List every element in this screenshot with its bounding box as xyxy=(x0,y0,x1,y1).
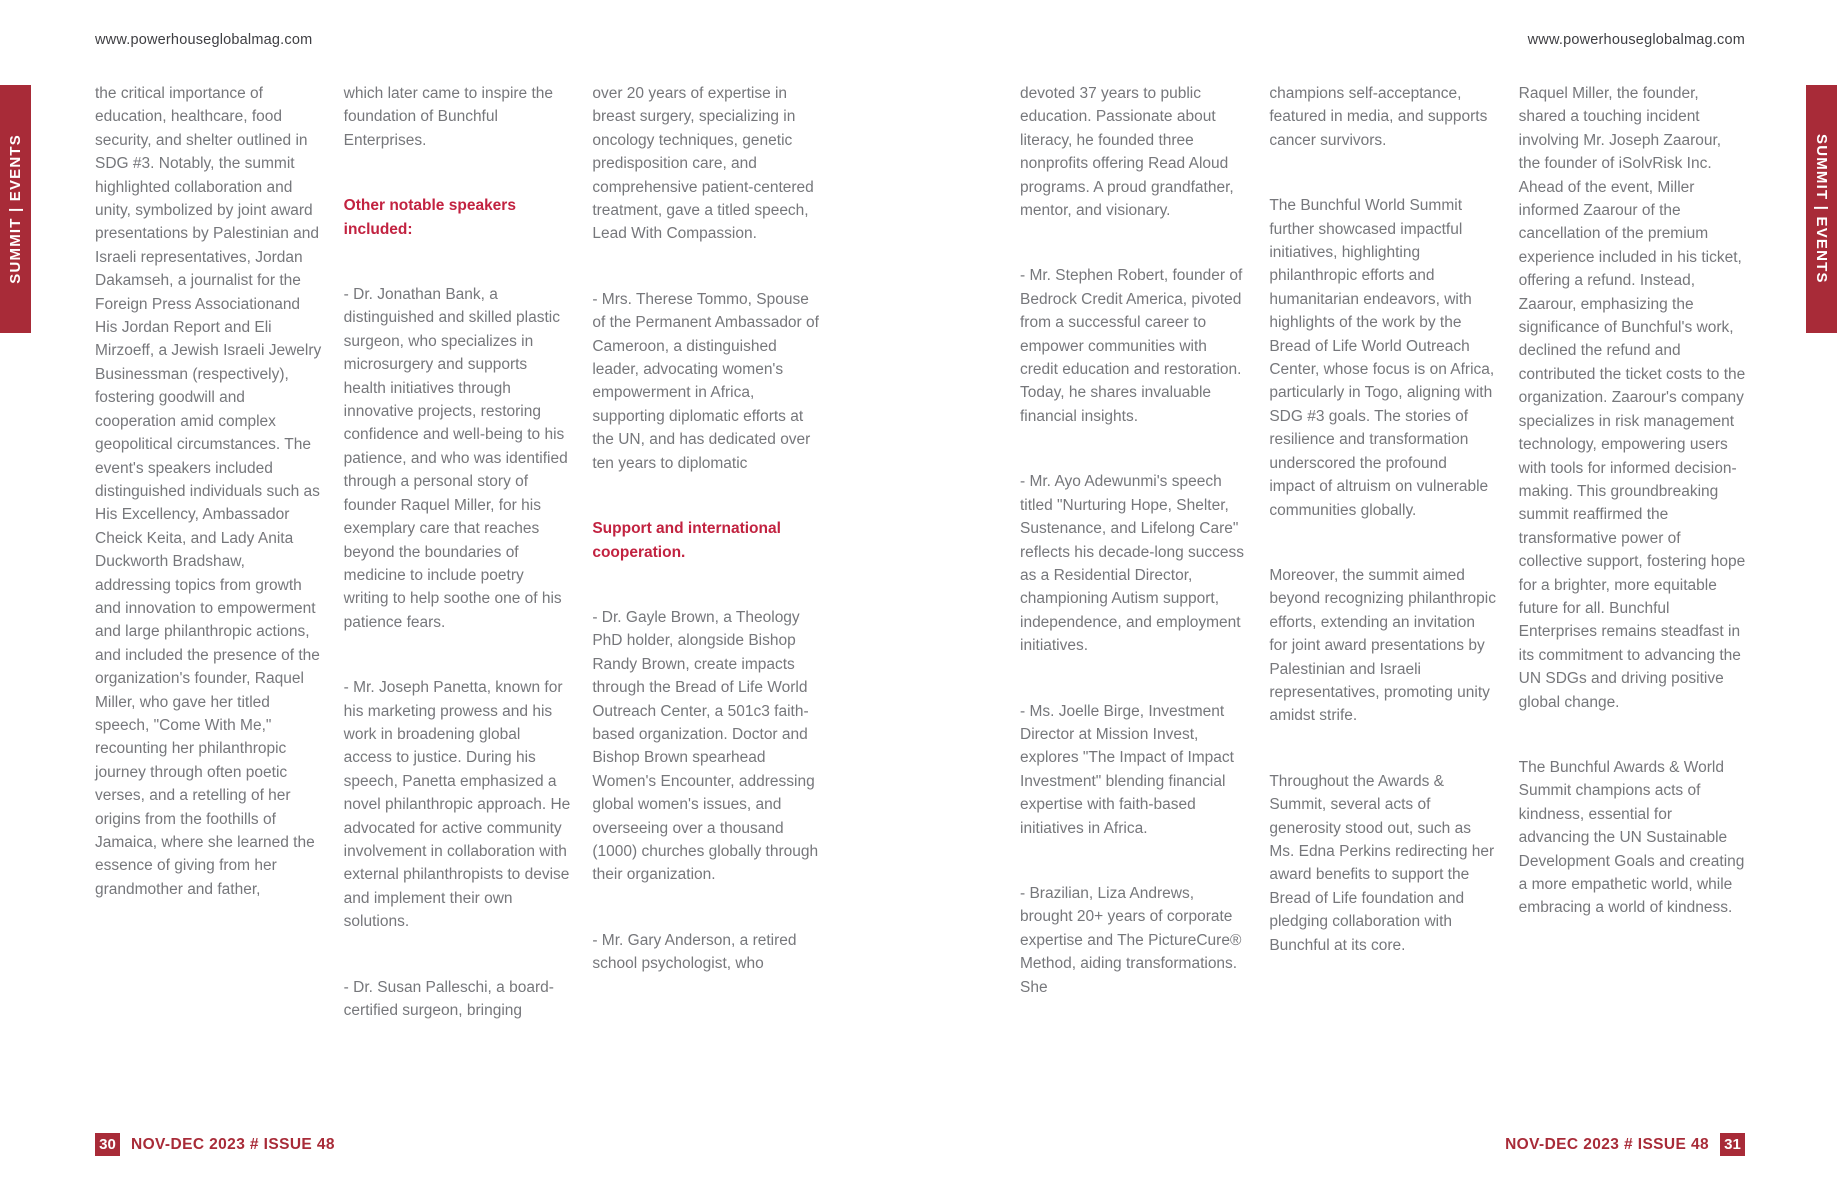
paragraph: - Dr. Susan Palleschi, a board-certified surgeon, bringing xyxy=(343,978,554,1019)
paragraph: - Mr. Ayo Adewunmi's speech titled "Nurturing Hope, Shelter, Sustenance, and Lifelong Care" reflects his decade-long success as a Residential Director, championing Autism support, independence, and employment initiatives. xyxy=(1020,473,1245,655)
section-banner-left-label: SUMMIT | EVENTS xyxy=(7,134,24,284)
paragraph: devoted 37 years to public education. Passionate about literacy, he founded three nonprofits offering Read Aloud programs. A proud grandfather, mentor, and visionary. xyxy=(1020,85,1234,220)
page-number-badge: 30 xyxy=(95,1133,120,1156)
paragraph: champions self-acceptance, featured in media, and supports cancer survivors. xyxy=(1269,85,1488,149)
left-page-column-1 xyxy=(95,82,322,1064)
paragraph: - Mr. Gary Anderson, a retired school psychologist, who xyxy=(592,931,797,973)
issue-label: NOV-DEC 2023 # ISSUE 48 xyxy=(1505,1135,1709,1153)
footer-right xyxy=(1505,1133,1745,1156)
paragraph: which later came to inspire the foundation of Bunchful Enterprises. xyxy=(343,85,554,149)
paragraph: The Bunchful World Summit further showcased impactful initiatives, highlighting philanthropic efforts and humanitarian endeavors, with highlights of the work by the Bread of Life World Outreach Center, whose focus is on Africa, particularly in Togo, aligning with SDG #3 goals. The stories of resilience and transformation underscored the profound impact of altruism on vulnerable communities globally. xyxy=(1269,197,1495,519)
paragraph: The Bunchful Awards & World Summit champions acts of kindness, essential for advancing the UN Sustainable Development Goals and creating a more empathetic world, while embracing a world of kindness. xyxy=(1518,758,1745,917)
section-heading: Other notable speakers included: xyxy=(343,197,516,238)
section-banner-right xyxy=(1806,85,1837,333)
paragraph: over 20 years of expertise in breast surgery, specializing in oncology techniques, genetic predisposition care, and comprehensive patient-centered treatment, gave a titled speech, Lead With Compassion. xyxy=(592,85,814,243)
section-heading: Support and international cooperation. xyxy=(592,520,781,561)
right-page-column-3 xyxy=(1519,82,1746,1041)
left-page-column-3 xyxy=(592,82,819,1064)
footer-left xyxy=(95,1133,335,1156)
right-page-column-1 xyxy=(1020,82,1247,1041)
paragraph: - Mr. Joseph Panetta, known for his marketing prowess and his work in broadening global access to justice. During his speech, Panetta emphasized a novel philanthropic approach. He advocated for active community involvement in collaboration with external philanthropists to devise and implement their own solutions. xyxy=(343,679,571,931)
right-page-columns xyxy=(1020,82,1746,1041)
paragraph: Throughout the Awards & Summit, several acts of generosity stood out, such as Ms. Edna Perkins redirecting her award benefits to support the Bread of Life foundation and pledging collaboration with Bunchful at its core. xyxy=(1269,772,1495,954)
paragraph: the critical importance of education, healthcare, food security, and shelter outlined in SDG #3. Notably, the summit highlighted collaboration and unity, symbolized by joint award presentations by Palestinian and Israeli representatives, Jordan Dakamseh, a journalist for the Foreign Press Associationand His Jordan Report and Eli Mirzoeff, a Jewish Israeli Jewelry Businessman (respectively), fostering goodwill and cooperation amid complex geopolitical circumstances. The event's speakers included distinguished individuals such as His Excellency, Ambassador Cheick Keita, and Lady Anita Duckworth Bradshaw, addressing topics from growth and innovation to empowerment and large philanthropic actions, and included the presence of the organization's founder, Raquel Miller, who gave her titled speech, "Come With Me," recounting her philanthropic journey through often poetic verses, and a retelling of her origins from the foothills of Jamaica, where she learned the essence of giving from her grandmother and father, xyxy=(95,85,322,898)
site-url-left: www.powerhouseglobalmag.com xyxy=(95,32,313,48)
page-number-badge: 31 xyxy=(1720,1133,1745,1156)
right-page-column-2 xyxy=(1269,82,1496,1041)
left-page-columns xyxy=(95,82,819,1064)
paragraph: - Dr. Jonathan Bank, a distinguished and skilled plastic surgeon, who specializes in microsurgery and supports health initiatives through innovative projects, restoring confidence and well-being to his patience, and who was identified through a personal story of founder Raquel Miller, for his exemplary care that reaches beyond the boundaries of medicine to include poetry writing to help soothe one of his patience fears. xyxy=(343,286,568,631)
site-url-right: www.powerhouseglobalmag.com xyxy=(1527,32,1745,48)
issue-label: NOV-DEC 2023 # ISSUE 48 xyxy=(131,1135,335,1153)
paragraph: - Brazilian, Liza Andrews, brought 20+ years of corporate expertise and The PictureCure® Method, aiding transformations. She xyxy=(1020,884,1242,996)
paragraph: - Ms. Joelle Birge, Investment Director at Mission Invest, explores "The Impact of Impact Investment" blending financial expertise with faith-based initiatives in Africa. xyxy=(1020,702,1234,837)
left-page-column-2 xyxy=(344,82,571,1064)
section-banner-left xyxy=(0,85,31,333)
section-banner-right-label: SUMMIT | EVENTS xyxy=(1813,134,1830,284)
paragraph: - Mrs. Therese Tommo, Spouse of the Permanent Ambassador of Cameroon, a distinguished leader, advocating women's empowerment in Africa, supporting diplomatic efforts at the UN, and has dedicated over ten years to diplomatic xyxy=(592,290,819,472)
paragraph: - Mr. Stephen Robert, founder of Bedrock Credit America, pivoted from a successful career to empower communities with credit education and restoration. Today, he shares invaluable financial insights. xyxy=(1020,267,1243,425)
paragraph: Raquel Miller, the founder, shared a touching incident involving Mr. Joseph Zaarour, the founder of iSolvRisk Inc. Ahead of the event, Miller informed Zaarour of the cancellation of the premium experience included in his ticket, offering a refund. Instead, Zaarour, emphasizing the significance of Bunchful's work, declined the refund and contributed the ticket costs to the organization. Zaarour's company specializes in risk management technology, empowering users with tools for informed decision-making. This groundbreaking summit reaffirmed the transformative power of collective support, fostering hope for a brighter, more equitable future for all. Bunchful Enterprises remains steadfast in its commitment to advancing the UN SDGs and driving positive global change. xyxy=(1518,85,1746,711)
paragraph: - Dr. Gayle Brown, a Theology PhD holder, alongside Bishop Randy Brown, create impacts through the Bread of Life World Outreach Center, a 501c3 faith-based organization. Doctor and Bishop Brown spearhead Women's Encounter, addressing global women's issues, and overseeing over a thousand (1000) churches globally through their organization. xyxy=(592,608,819,884)
paragraph: Moreover, the summit aimed beyond recognizing philanthropic efforts, extending an invitation for joint award presentations by Palestinian and Israeli representatives, promoting unity amidst strife. xyxy=(1269,566,1496,725)
